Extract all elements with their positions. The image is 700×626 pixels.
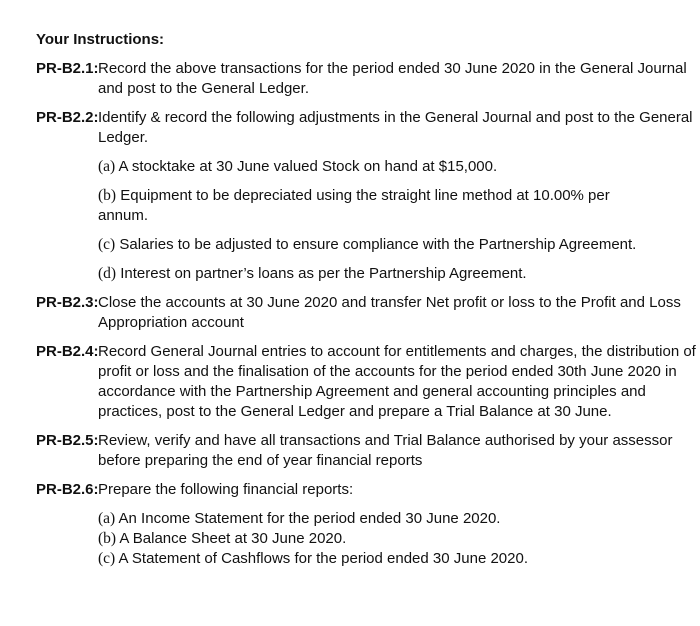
adjustment-label: (b) [98, 187, 117, 204]
instructions-heading: Your Instructions: [36, 31, 165, 48]
report-text: An Income Statement for the period ended 30 June 2020. [118, 510, 501, 527]
report-text: A Balance Sheet at 30 June 2020. [119, 530, 347, 547]
adjustment-text: A stocktake at 30 June valued Stock on hand at $15,000. [118, 158, 498, 175]
instruction-item-b2-5 [36, 431, 696, 471]
instruction-text: Identify & record the following adjustments in the General Journal and post to the General Ledger. [98, 109, 693, 146]
instruction-code: PR-B2.4: [36, 343, 99, 360]
adjustment-text: Interest on partner’s loans as per the Partnership Agreement. [120, 265, 527, 282]
adjustment-text: Equipment to be depreciated using the straight line method at 10.00% per annum. [98, 187, 610, 224]
adjustment-label: (d) [98, 265, 117, 282]
adjustment-text: Salaries to be adjusted to ensure compliance with the Partnership Agreement. [119, 236, 637, 253]
instruction-item-b2-4 [36, 342, 696, 422]
instruction-code: PR-B2.2: [36, 109, 99, 126]
instruction-code: PR-B2.5: [36, 432, 99, 449]
report-text: A Statement of Cashflows for the period ended 30 June 2020. [118, 550, 528, 567]
instructions-document [36, 30, 696, 569]
instruction-text: Record the above transactions for the period ended 30 June 2020 in the General Journal and post to the General Ledger. [98, 60, 687, 97]
adjustment-label: (c) [98, 236, 116, 253]
report-label: (b) [98, 530, 117, 547]
instruction-item-b2-1 [36, 59, 696, 99]
instruction-text: Record General Journal entries to account for entitlements and charges, the distribution of profit or loss and the finalisation of the accounts for the period ended 30th June 2020 in accordance with the Partnership Agreement and general accounting principles and practices, post to the General Ledger and prepare a Trial Balance at 30 June. [98, 343, 696, 420]
report-label: (c) [98, 550, 116, 567]
instruction-item-b2-3 [36, 293, 696, 333]
adjustment-label: (a) [98, 158, 116, 175]
report-item-b [36, 529, 696, 549]
adjustment-item-c [36, 235, 696, 255]
instruction-code: PR-B2.6: [36, 481, 99, 498]
adjustment-item-b [36, 186, 696, 226]
report-item-a [36, 509, 696, 529]
report-item-c [36, 549, 696, 569]
instruction-code: PR-B2.1: [36, 60, 99, 77]
instruction-text: Prepare the following financial reports: [98, 481, 354, 498]
adjustment-item-a [36, 157, 696, 177]
adjustment-item-d [36, 264, 696, 284]
instruction-item-b2-6 [36, 480, 696, 500]
instruction-item-b2-2 [36, 108, 696, 148]
instruction-text: Review, verify and have all transactions and Trial Balance authorised by your assessor before preparing the end of year financial reports [98, 432, 673, 469]
instruction-code: PR-B2.3: [36, 294, 99, 311]
instruction-text: Close the accounts at 30 June 2020 and transfer Net profit or loss to the Profit and Loss Appropriation account [98, 294, 681, 331]
report-label: (a) [98, 510, 116, 527]
